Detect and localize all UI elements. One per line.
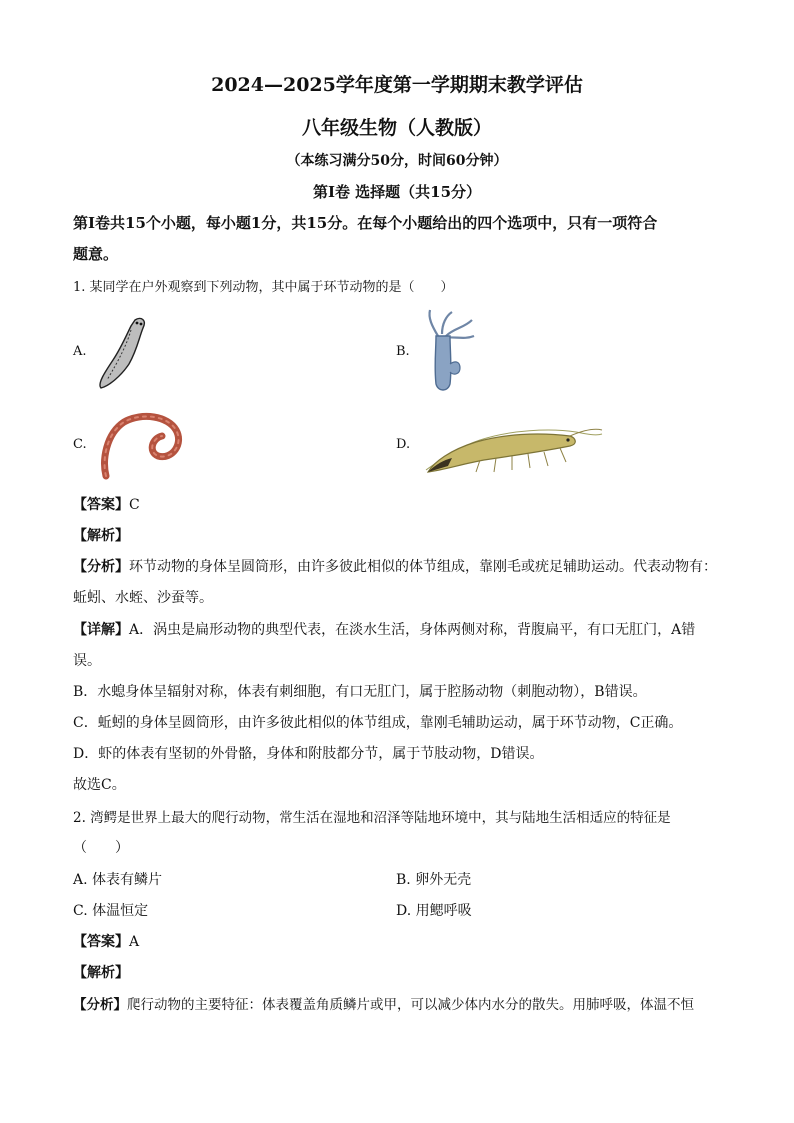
page-title: 2024—2025学年度第一学期期末教学评估 — [211, 74, 583, 96]
exam-note: （本练习满分50分，时间60分钟） — [286, 153, 508, 169]
planarian-icon — [95, 314, 155, 390]
page-subtitle: 八年级生物（人教版） — [301, 117, 492, 139]
q2-option-b-label: B. — [396, 872, 411, 888]
q2-answer-tag: 【答案】 — [73, 934, 129, 950]
q1-answer-value: C — [129, 497, 140, 513]
question-2-stem-line-2: （ ） — [73, 840, 129, 856]
earthworm-icon — [98, 410, 188, 482]
q2-option-c — [73, 900, 148, 920]
q2-fenxi-line-1 — [73, 993, 694, 1013]
q2-fenxi-tag: 【分析】 — [73, 997, 127, 1013]
q1-option-c-label: C. — [73, 437, 87, 452]
q1-detail-line-a2: 误。 — [73, 653, 101, 669]
question-2-stem-line-1: 2. 湾鳄是世界上最大的爬行动物，常生活在湿地和沼泽等陆地环境中，其与陆地生活相适应的特征是 — [73, 810, 671, 826]
instructions-line-2: 题意。 — [73, 245, 119, 263]
q1-detail-a1: A．涡虫是扁形动物的典型代表，在淡水生活，身体两侧对称，背腹扁平，有口无肛门，A错 — [129, 622, 696, 638]
hydra-icon — [420, 306, 480, 398]
q1-answer-row — [73, 494, 140, 514]
q1-detail-line-d: D．虾的体表有坚韧的外骨骼，身体和附肢都分节，属于节肢动物，D错误。 — [73, 746, 544, 762]
q2-option-a-text: 体表有鳞片 — [92, 872, 163, 888]
shrimp-icon — [420, 412, 604, 480]
question-1-stem: 1. 某同学在户外观察到下列动物，其中属于环节动物的是（ ） — [73, 280, 454, 295]
q1-analysis-tag: 【解析】 — [73, 528, 129, 544]
q2-option-b — [396, 869, 471, 889]
q1-option-b-label: B. — [396, 344, 410, 359]
q1-detail-line-b: B．水螅身体呈辐射对称，体表有刺细胞，有口无肛门，属于腔肠动物（刺胞动物），B错误。 — [73, 684, 647, 700]
q2-option-b-text: 卵外无壳 — [415, 872, 472, 888]
q1-fenxi-line-2: 蚯蚓、水蛭、沙蚕等。 — [73, 590, 213, 606]
q2-option-c-text: 体温恒定 — [92, 903, 149, 919]
q2-analysis-tag: 【解析】 — [73, 965, 129, 981]
q2-answer-row — [73, 931, 139, 951]
q2-answer-value: A — [129, 934, 140, 950]
q1-fenxi-tag: 【分析】 — [73, 559, 129, 575]
instructions-line-1: 第Ⅰ卷共15个小题，每小题1分，共15分。在每个小题给出的四个选项中，只有一项符合 — [73, 214, 658, 232]
q1-option-d-label: D. — [396, 437, 411, 452]
q1-detail-line-a1 — [73, 619, 695, 639]
q1-fenxi-text: 环节动物的身体呈圆筒形，由许多彼此相似的体节组成，靠刚毛或疣足辅助运动。代表动物有： — [129, 559, 717, 575]
q1-detail-tag: 【详解】 — [73, 622, 129, 638]
q1-answer-tag: 【答案】 — [73, 497, 129, 513]
q2-option-d-label: D. — [396, 903, 412, 919]
q1-detail-line-c: C．蚯蚓的身体呈圆筒形，由许多彼此相似的体节组成，靠刚毛辅助运动，属于环节动物，C正确。 — [73, 715, 683, 731]
q2-fenxi-text: 爬行动物的主要特征：体表覆盖角质鳞片或甲，可以减少体内水分的散失。用肺呼吸，体温不恒 — [127, 997, 694, 1013]
section-heading: 第Ⅰ卷 选择题（共15分） — [312, 183, 482, 201]
q2-option-d — [396, 900, 472, 920]
q2-option-a-label: A. — [73, 872, 88, 888]
q1-option-a-label: A. — [73, 344, 87, 359]
q2-option-a — [73, 869, 162, 889]
q1-conclusion: 故选C。 — [73, 777, 126, 793]
q2-option-d-text: 用鳃呼吸 — [415, 903, 472, 919]
q2-option-c-label: C. — [73, 903, 88, 919]
q1-fenxi-line-1 — [73, 556, 717, 576]
